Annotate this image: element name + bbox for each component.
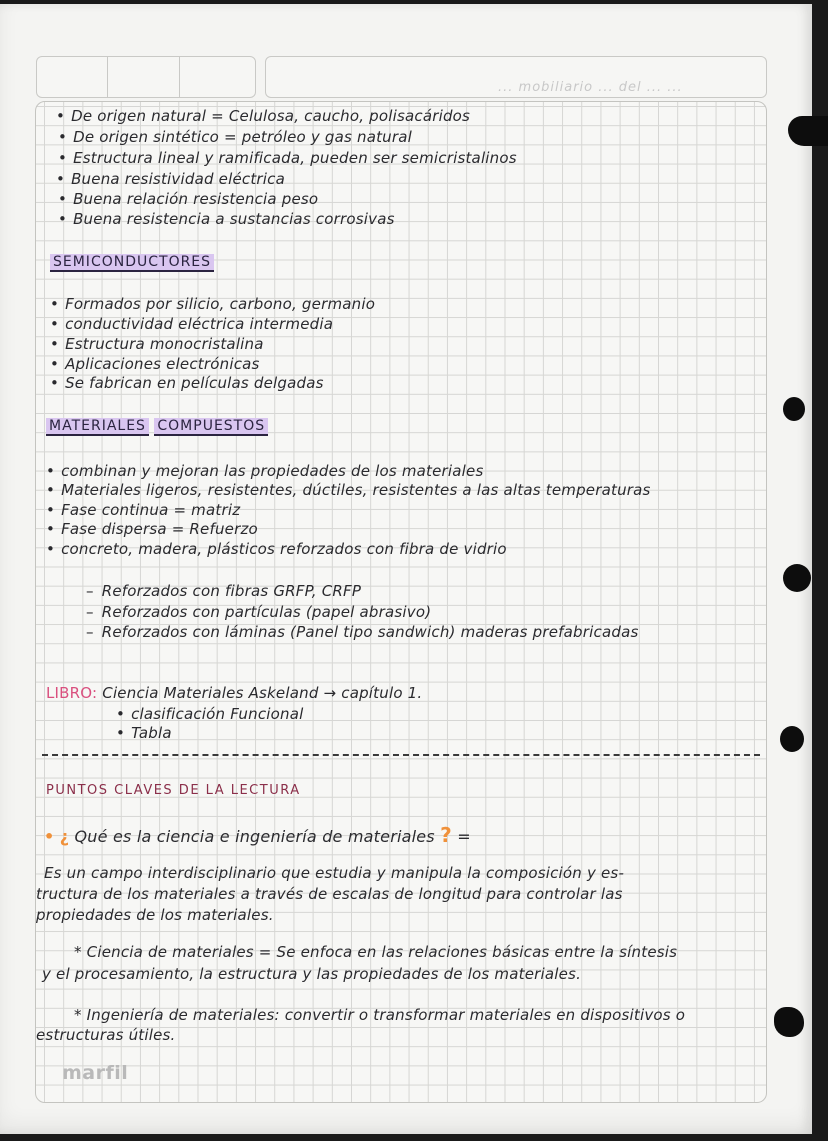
date-divider — [179, 57, 180, 97]
binder-hole-icon — [788, 116, 828, 146]
bullet-icon: • — [44, 827, 55, 846]
binder-hole-icon — [774, 1007, 804, 1037]
list-item: • Se fabrican en películas delgadas — [50, 374, 324, 393]
list-item: • Buena resistividad eléctrica — [56, 170, 285, 189]
list-item: • Tabla — [116, 724, 172, 743]
binder-hole-icon — [783, 564, 811, 592]
list-item: • De origen sintético = petróleo y gas natural — [58, 128, 412, 147]
list-item: • De origen natural = Celulosa, caucho, polisacáridos — [56, 107, 470, 126]
libro-label: LIBRO: — [46, 684, 98, 702]
list-item: • combinan y mejoran las propiedades de los materiales — [46, 462, 484, 481]
list-item: • Aplicaciones electrónicas — [50, 355, 260, 374]
list-item: • Fase continua = matriz — [46, 501, 240, 520]
binder-hole-icon — [780, 726, 804, 752]
paragraph-line: * Ciencia de materiales = Se enfoca en las relaciones básicas entre la síntesis — [74, 943, 678, 961]
libro-reference — [46, 684, 422, 703]
sub-list-item: – Reforzados con partículas (papel abrasivo) — [86, 603, 431, 622]
date-divider — [107, 57, 108, 97]
notebook-page — [0, 4, 812, 1134]
list-item: • Materiales ligeros, resistentes, dúctiles, resistentes a las altas temperaturas — [46, 481, 651, 500]
show-through-text: ... mobiliario ... del ... ... — [498, 80, 683, 95]
question-line: • ¿ Qué es la ciencia e ingeniería de materiales ? = — [44, 823, 471, 847]
header-date-box — [36, 56, 256, 98]
question-text: Qué es la ciencia e ingeniería de materiales — [74, 827, 435, 846]
binder-hole-icon — [783, 397, 805, 421]
list-item: • Buena resistencia a sustancias corrosivas — [58, 210, 395, 229]
list-item: • Estructura monocristalina — [50, 335, 264, 354]
list-item: • Buena relación resistencia peso — [58, 190, 318, 209]
list-item: • Fase dispersa = Refuerzo — [46, 520, 258, 539]
paragraph-line: propiedades de los materiales. — [36, 906, 274, 924]
section-heading-semiconductores: SEMICONDUCTORES — [50, 252, 214, 272]
sub-list-item: – Reforzados con láminas (Panel tipo sandwich) maderas prefabricadas — [86, 623, 638, 642]
brand-logo: marfil — [62, 1062, 129, 1084]
paragraph-line: Es un campo interdisciplinario que estudia y manipula la composición y es- — [44, 864, 625, 882]
libro-text: Ciencia Materiales Askeland → capítulo 1. — [102, 684, 423, 702]
section-heading-compuestos: MATERIALES COMPUESTOS — [46, 416, 268, 436]
list-item: • Estructura lineal y ramificada, pueden ser semicristalinos — [58, 149, 517, 168]
paragraph-line: tructura de los materiales a través de escalas de longitud para controlar las — [36, 885, 623, 903]
paragraph-line: y el procesamiento, la estructura y las propiedades de los materiales. — [42, 965, 582, 983]
section-divider — [42, 754, 760, 756]
paragraph-line: * Ingeniería de materiales: convertir o transformar materiales en dispositivos o — [74, 1006, 686, 1024]
paragraph-line: estructuras útiles. — [36, 1026, 176, 1044]
list-item: • clasificación Funcional — [116, 705, 304, 724]
list-item: • conductividad eléctrica intermedia — [50, 315, 333, 334]
list-item: • concreto, madera, plásticos reforzados con fibra de vidrio — [46, 540, 507, 559]
section-heading-puntos-claves: PUNTOS CLAVES DE LA LECTURA — [46, 783, 301, 798]
sub-list-item: – Reforzados con fibras GRFP, CRFP — [86, 582, 361, 601]
list-item: • Formados por silicio, carbono, germanio — [50, 295, 375, 314]
